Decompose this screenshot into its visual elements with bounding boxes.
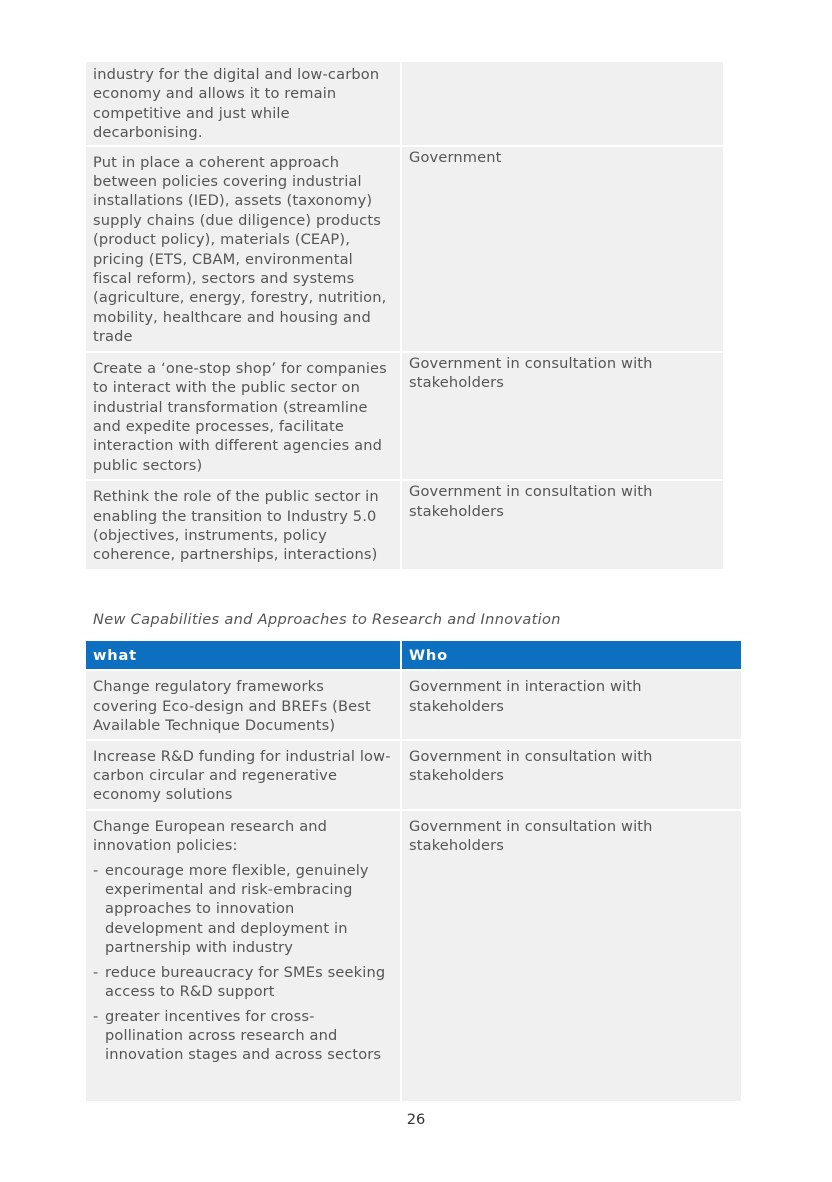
who-cell <box>402 811 741 1101</box>
table-row <box>86 741 741 809</box>
dash-marker: - <box>93 963 99 981</box>
list-item <box>93 861 392 958</box>
who-text: Government <box>409 148 502 166</box>
table-row <box>86 353 723 479</box>
table-row <box>86 811 741 1101</box>
page-number: 26 <box>406 1111 426 1128</box>
list-item-text: greater incentives for cross-pollination across research and innovation stages and across sectors <box>105 1007 382 1064</box>
section-caption: New Capabilities and Approaches to Research and Innovation <box>93 611 561 628</box>
what-cell <box>86 741 400 809</box>
table-row <box>86 481 723 569</box>
dash-marker: - <box>93 1007 99 1025</box>
list-item-text: encourage more flexible, genuinely experimental and risk-embracing approaches to innovation development and deployment in partnership with industry <box>105 861 369 957</box>
what-cell <box>86 481 400 569</box>
who-cell <box>402 741 741 809</box>
what-text: Change European research and innovation policies: <box>93 817 328 855</box>
what-text: Change regulatory frameworks covering Eco-design and BREFs (Best Available Technique Documents) <box>93 678 371 735</box>
table-row <box>86 671 741 738</box>
who-text: Government in consultation with stakeholders <box>409 354 653 392</box>
who-cell <box>402 481 723 569</box>
dash-marker: - <box>93 861 99 879</box>
list-item <box>93 963 392 1002</box>
who-cell <box>402 671 741 738</box>
what-cell <box>86 811 400 1101</box>
who-text: Government in interaction with stakeholders <box>409 678 642 715</box>
who-cell <box>402 62 723 145</box>
table-row <box>86 147 723 351</box>
who-text: Government in consultation with stakeholders <box>409 817 653 855</box>
table-row <box>86 62 723 145</box>
who-column-header: Who <box>402 641 741 669</box>
what-text: Put in place a coherent approach between policies covering industrial installations (IED), assets (taxonomy) supply chains (due diligence) products (product policy), materials (CEAP), pricing (ETS, CBAM, environmental fiscal reform), sectors and systems (agriculture, energy, forestry, nutrition, mobility, healthcare and housing and trade <box>93 153 387 346</box>
who-cell <box>402 147 723 351</box>
who-text: Government in consultation with stakeholders <box>409 747 653 785</box>
bullet-list <box>93 861 392 1065</box>
what-cell <box>86 147 400 351</box>
list-item-text: reduce bureaucracy for SMEs seeking access to R&D support <box>105 963 386 1001</box>
what-cell <box>86 62 400 145</box>
what-cell <box>86 671 400 738</box>
what-cell <box>86 353 400 479</box>
what-text: Increase R&D funding for industrial low-carbon circular and regenerative economy solutions <box>93 747 391 804</box>
actions-table-continued <box>84 60 725 571</box>
table-header-row <box>86 641 741 669</box>
what-text: Rethink the role of the public sector in enabling the transition to Industry 5.0 (objectives, instruments, policy coherence, partnerships, interactions) <box>93 488 379 564</box>
what-text: industry for the digital and low-carbon economy and allows it to remain competitive and just while decarbonising. <box>93 66 380 142</box>
what-column-header: what <box>86 641 400 669</box>
what-text: Create a ‘one-stop shop’ for companies to interact with the public sector on industrial transformation (streamline and expedite processes, facilitate interaction with different agencies and public sectors) <box>93 359 387 474</box>
who-cell <box>402 353 723 479</box>
who-text: Government in consultation with stakeholders <box>409 483 653 520</box>
list-item <box>93 1007 392 1065</box>
research-innovation-table <box>84 639 743 1103</box>
